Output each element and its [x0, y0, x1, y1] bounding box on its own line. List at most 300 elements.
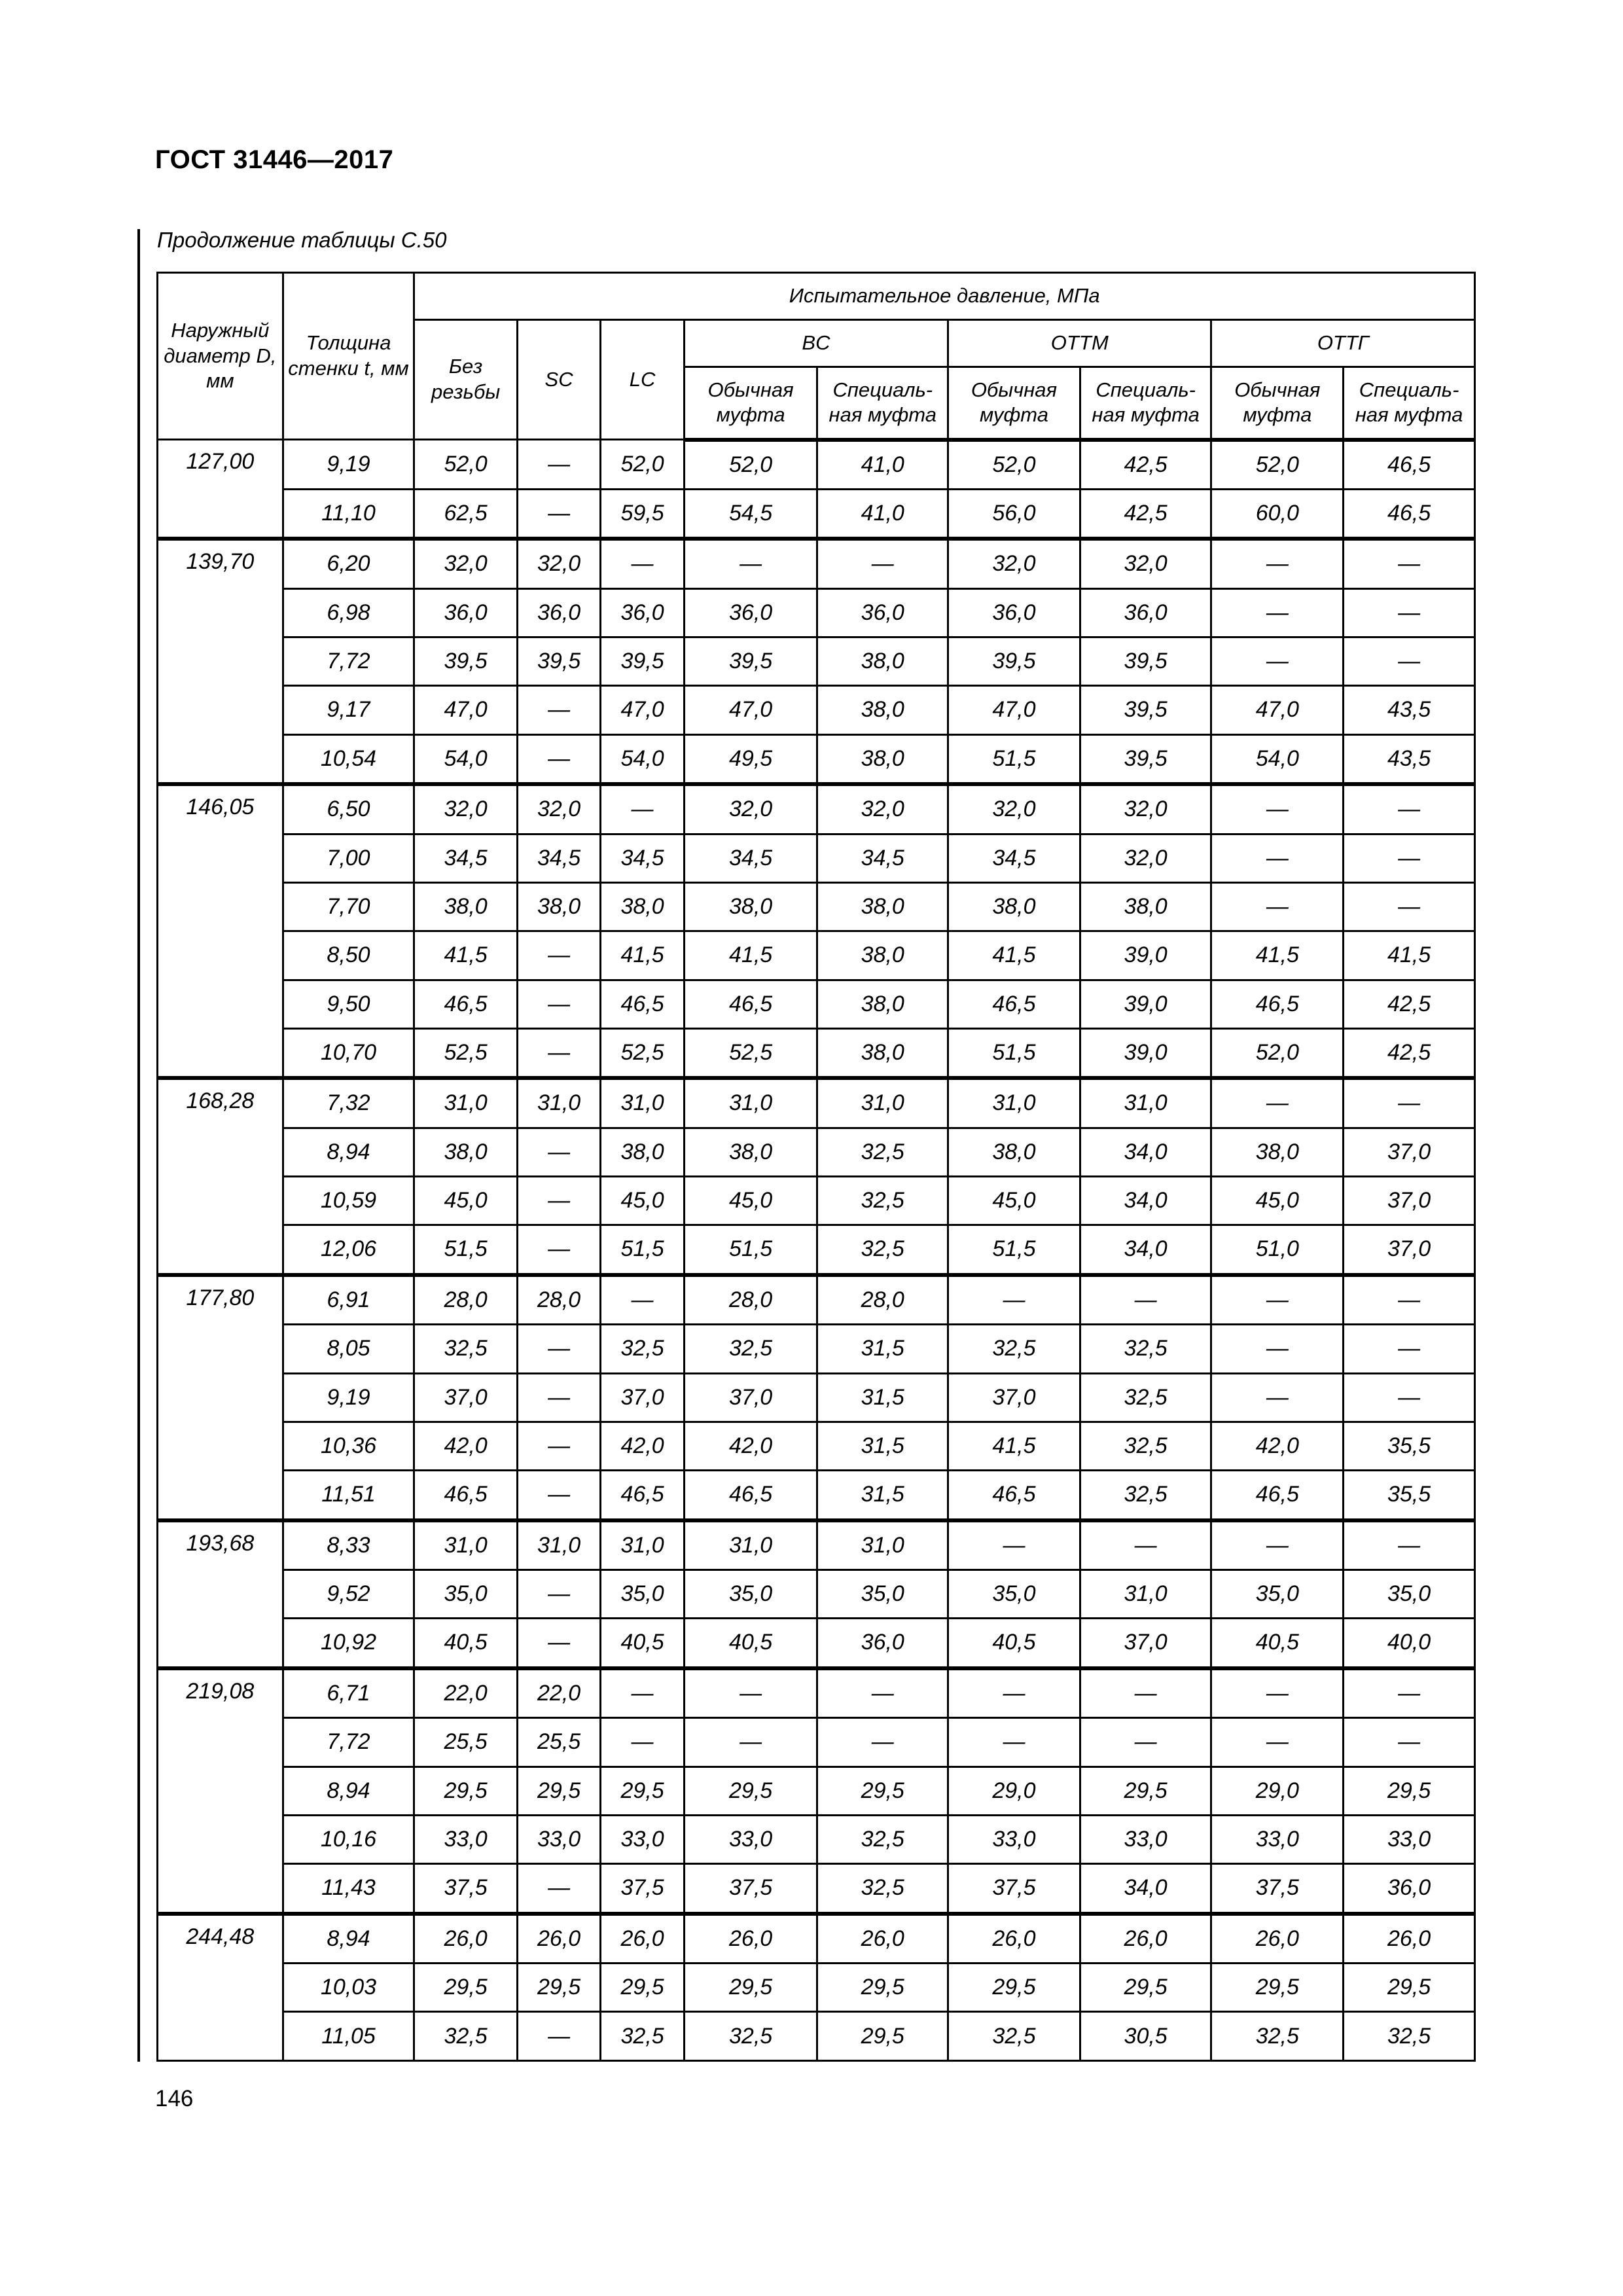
- pressure-cell: —: [684, 1718, 817, 1767]
- pressure-cell: 35,0: [1344, 1570, 1475, 1619]
- pressure-cell: 52,5: [601, 1028, 684, 1078]
- pressure-cell: 38,0: [817, 882, 948, 931]
- outer-diameter-cell: 219,08: [158, 1668, 283, 1914]
- outer-diameter-cell: 244,48: [158, 1914, 283, 2061]
- pressure-cell: 52,0: [601, 440, 684, 490]
- pressure-cell: 37,0: [1344, 1225, 1475, 1275]
- pressure-cell: —: [517, 1028, 600, 1078]
- wall-thickness-cell: 11,05: [283, 2012, 414, 2061]
- table-row: [158, 1078, 1475, 1128]
- wall-thickness-cell: 7,32: [283, 1078, 414, 1128]
- pressure-cell: 37,0: [1344, 1128, 1475, 1176]
- pressure-cell: —: [1211, 882, 1344, 931]
- pressure-cell: 31,5: [817, 1471, 948, 1520]
- pressure-cell: 29,5: [684, 1964, 817, 2012]
- pressure-cell: 52,0: [414, 440, 518, 490]
- wall-thickness-cell: 9,17: [283, 686, 414, 734]
- pressure-cell: 31,0: [414, 1520, 518, 1570]
- pressure-cell: 39,5: [1080, 734, 1211, 784]
- pressure-cell: 29,0: [1211, 1767, 1344, 1815]
- pressure-cell: —: [1344, 539, 1475, 588]
- pressure-cell: 34,5: [414, 834, 518, 882]
- pressure-cell: 34,0: [1080, 1177, 1211, 1225]
- pressure-cell: 51,5: [948, 1225, 1080, 1275]
- pressure-cell: 32,5: [817, 1177, 948, 1225]
- wall-thickness-cell: 10,70: [283, 1028, 414, 1078]
- pressure-cell: —: [517, 734, 600, 784]
- pressure-cell: —: [1211, 588, 1344, 637]
- wall-thickness-cell: 8,94: [283, 1914, 414, 1964]
- outer-diameter-cell: 146,05: [158, 784, 283, 1078]
- pressure-cell: 52,5: [414, 1028, 518, 1078]
- table-row: [158, 1668, 1475, 1718]
- table-row: [158, 1914, 1475, 1964]
- pressure-cell: 31,0: [601, 1078, 684, 1128]
- pressure-cell: —: [1211, 637, 1344, 686]
- pressure-cell: 32,0: [948, 539, 1080, 588]
- pressure-cell: 34,5: [684, 834, 817, 882]
- table-row: [158, 637, 1475, 686]
- table-row: [158, 1767, 1475, 1815]
- pressure-cell: 32,5: [414, 1325, 518, 1373]
- header-wall-thickness: Толщина стенки t, мм: [283, 273, 414, 440]
- wall-thickness-cell: 6,98: [283, 588, 414, 637]
- pressure-cell: —: [948, 1718, 1080, 1767]
- pressure-cell: —: [1211, 784, 1344, 834]
- pressure-cell: —: [517, 440, 600, 490]
- pressure-cell: 46,5: [948, 980, 1080, 1028]
- pressure-cell: 26,0: [414, 1914, 518, 1964]
- table-row: [158, 440, 1475, 490]
- header-ottm-regular: Обычная муфта: [948, 367, 1080, 440]
- pressure-cell: 54,0: [414, 734, 518, 784]
- pressure-cell: 31,0: [517, 1078, 600, 1128]
- pressure-cell: 42,0: [684, 1422, 817, 1470]
- pressure-cell: —: [1344, 637, 1475, 686]
- wall-thickness-cell: 7,70: [283, 882, 414, 931]
- pressure-cell: 42,0: [414, 1422, 518, 1470]
- table-row: [158, 1325, 1475, 1373]
- pressure-cell: 40,5: [948, 1619, 1080, 1668]
- header-outer-diameter: Наружный диаметр D, мм: [158, 273, 283, 440]
- table-row: [158, 1520, 1475, 1570]
- table-row: [158, 1028, 1475, 1078]
- table-row: [158, 1864, 1475, 1914]
- table-row: [158, 1177, 1475, 1225]
- wall-thickness-cell: 12,06: [283, 1225, 414, 1275]
- pressure-cell: —: [517, 1864, 600, 1914]
- pressure-cell: —: [517, 1128, 600, 1176]
- pressure-cell: 47,0: [1211, 686, 1344, 734]
- table-row: [158, 1815, 1475, 1863]
- revision-bar: [137, 229, 140, 2062]
- pressure-cell: 46,5: [414, 980, 518, 1028]
- pressure-cell: 34,0: [1080, 1225, 1211, 1275]
- table-row: [158, 686, 1475, 734]
- pressure-cell: 26,0: [601, 1914, 684, 1964]
- pressure-cell: 36,0: [1344, 1864, 1475, 1914]
- pressure-cell: 39,5: [517, 637, 600, 686]
- pressure-cell: 31,0: [817, 1078, 948, 1128]
- pressure-cell: 31,5: [817, 1373, 948, 1422]
- pressure-cell: —: [517, 931, 600, 980]
- pressure-cell: 31,0: [414, 1078, 518, 1128]
- pressure-cell: —: [1080, 1718, 1211, 1767]
- pressure-cell: 51,5: [948, 734, 1080, 784]
- pressure-cell: 40,5: [1211, 1619, 1344, 1668]
- table-row: [158, 1570, 1475, 1619]
- table-row: [158, 1718, 1475, 1767]
- pressure-cell: 28,0: [684, 1275, 817, 1325]
- pressure-cell: —: [1344, 1373, 1475, 1422]
- pressure-cell: 32,5: [684, 2012, 817, 2061]
- pressure-cell: —: [517, 1225, 600, 1275]
- pressure-cell: 32,5: [817, 1815, 948, 1863]
- pressure-cell: 45,0: [601, 1177, 684, 1225]
- pressure-cell: 54,0: [601, 734, 684, 784]
- wall-thickness-cell: 6,71: [283, 1668, 414, 1718]
- pressure-cell: 45,0: [414, 1177, 518, 1225]
- pressure-cell: 28,0: [817, 1275, 948, 1325]
- pressure-cell: —: [1344, 1078, 1475, 1128]
- pressure-cell: 33,0: [1344, 1815, 1475, 1863]
- pressure-cell: 43,5: [1344, 734, 1475, 784]
- pressure-cell: —: [1211, 1275, 1344, 1325]
- pressure-cell: 32,0: [1080, 784, 1211, 834]
- pressure-cell: 26,0: [817, 1914, 948, 1964]
- pressure-cell: 33,0: [601, 1815, 684, 1863]
- pressure-cell: 46,5: [948, 1471, 1080, 1520]
- pressure-cell: 32,5: [1080, 1422, 1211, 1470]
- pressure-cell: 38,0: [948, 1128, 1080, 1176]
- pressure-cell: 37,0: [1080, 1619, 1211, 1668]
- pressure-cell: 28,0: [414, 1275, 518, 1325]
- pressure-cell: 38,0: [817, 686, 948, 734]
- pressure-cell: 46,5: [1344, 440, 1475, 490]
- table-row: [158, 931, 1475, 980]
- pressure-cell: 37,5: [414, 1864, 518, 1914]
- pressure-cell: —: [1344, 1520, 1475, 1570]
- pressure-cell: 30,5: [1080, 2012, 1211, 2061]
- pressure-cell: 54,0: [1211, 734, 1344, 784]
- pressure-cell: 33,0: [948, 1815, 1080, 1863]
- pressure-cell: 36,0: [517, 588, 600, 637]
- header-bc-special: Специаль-ная муфта: [817, 367, 948, 440]
- pressure-cell: 46,5: [684, 1471, 817, 1520]
- pressure-cell: 26,0: [684, 1914, 817, 1964]
- pressure-cell: —: [517, 2012, 600, 2061]
- pressure-cell: 45,0: [684, 1177, 817, 1225]
- pressure-cell: 29,5: [601, 1767, 684, 1815]
- pressure-cell: 37,0: [414, 1373, 518, 1422]
- pressure-cell: 37,5: [684, 1864, 817, 1914]
- pressure-cell: 62,5: [414, 489, 518, 539]
- table-caption: Продолжение таблицы С.50: [157, 228, 447, 252]
- pressure-cell: 36,0: [684, 588, 817, 637]
- pressure-cell: —: [601, 539, 684, 588]
- pressure-cell: 32,5: [948, 2012, 1080, 2061]
- pressure-cell: 29,5: [517, 1767, 600, 1815]
- pressure-cell: 25,5: [414, 1718, 518, 1767]
- header-no-thread: Без резьбы: [414, 320, 518, 440]
- wall-thickness-cell: 9,19: [283, 1373, 414, 1422]
- pressure-cell: 42,5: [1344, 980, 1475, 1028]
- wall-thickness-cell: 9,52: [283, 1570, 414, 1619]
- wall-thickness-cell: 11,43: [283, 1864, 414, 1914]
- pressure-cell: 45,0: [948, 1177, 1080, 1225]
- pressure-cell: 32,0: [1080, 834, 1211, 882]
- pressure-cell: 47,0: [601, 686, 684, 734]
- pressure-cell: 41,0: [817, 489, 948, 539]
- pressure-cell: 36,0: [601, 588, 684, 637]
- pressure-cell: —: [817, 1718, 948, 1767]
- pressure-cell: —: [1344, 1718, 1475, 1767]
- pressure-cell: —: [601, 1275, 684, 1325]
- pressure-cell: 37,0: [601, 1373, 684, 1422]
- pressure-cell: 52,0: [948, 440, 1080, 490]
- pressure-cell: 36,0: [414, 588, 518, 637]
- wall-thickness-cell: 11,51: [283, 1471, 414, 1520]
- pressure-cell: 39,5: [601, 637, 684, 686]
- pressure-cell: 29,5: [1344, 1767, 1475, 1815]
- pressure-cell: 31,5: [817, 1422, 948, 1470]
- pressure-cell: —: [517, 1422, 600, 1470]
- pressure-cell: —: [517, 1619, 600, 1668]
- table-row: [158, 980, 1475, 1028]
- pressure-cell: 31,0: [601, 1520, 684, 1570]
- pressure-cell: —: [1211, 539, 1344, 588]
- pressure-cell: 32,0: [684, 784, 817, 834]
- pressure-cell: 46,5: [684, 980, 817, 1028]
- pressure-cell: 38,0: [517, 882, 600, 931]
- pressure-cell: 47,0: [414, 686, 518, 734]
- pressure-cell: 29,5: [1080, 1767, 1211, 1815]
- pressure-cell: 36,0: [817, 588, 948, 637]
- pressure-cell: —: [601, 1668, 684, 1718]
- pressure-cell: 54,5: [684, 489, 817, 539]
- pressure-cell: 43,5: [1344, 686, 1475, 734]
- pressure-cell: 26,0: [1211, 1914, 1344, 1964]
- header-lc: LC: [601, 320, 684, 440]
- header-ottg: ОТТГ: [1211, 320, 1475, 367]
- pressure-cell: 28,0: [517, 1275, 600, 1325]
- pressure-cell: 22,0: [517, 1668, 600, 1718]
- pressure-cell: 46,5: [1211, 980, 1344, 1028]
- table-row: [158, 1422, 1475, 1470]
- pressure-cell: 37,5: [601, 1864, 684, 1914]
- table-row: [158, 489, 1475, 539]
- header-bc: BC: [684, 320, 948, 367]
- pressure-cell: 25,5: [517, 1718, 600, 1767]
- pressure-cell: 32,5: [817, 1225, 948, 1275]
- pressure-cell: 29,5: [1080, 1964, 1211, 2012]
- pressure-cell: 33,0: [1211, 1815, 1344, 1863]
- pressure-cell: 41,5: [684, 931, 817, 980]
- pressure-cell: 33,0: [1080, 1815, 1211, 1863]
- table-body: [158, 440, 1475, 2061]
- pressure-cell: 51,5: [948, 1028, 1080, 1078]
- pressure-cell: —: [517, 489, 600, 539]
- pressure-cell: —: [1211, 834, 1344, 882]
- pressure-cell: 38,0: [601, 1128, 684, 1176]
- pressure-cell: 47,0: [684, 686, 817, 734]
- pressure-cell: 26,0: [1080, 1914, 1211, 1964]
- table-row: [158, 588, 1475, 637]
- pressure-cell: 32,5: [1344, 2012, 1475, 2061]
- pressure-cell: 39,5: [1080, 686, 1211, 734]
- pressure-cell: 38,0: [817, 734, 948, 784]
- wall-thickness-cell: 8,94: [283, 1767, 414, 1815]
- pressure-cell: 47,0: [948, 686, 1080, 734]
- pressure-cell: 32,0: [414, 784, 518, 834]
- pressure-cell: 29,5: [948, 1964, 1080, 2012]
- pressure-cell: 32,5: [817, 1128, 948, 1176]
- pressure-cell: 45,0: [1211, 1177, 1344, 1225]
- table-row: [158, 2012, 1475, 2061]
- pressure-cell: 29,5: [817, 1964, 948, 2012]
- pressure-cell: 32,0: [517, 539, 600, 588]
- pressure-cell: 42,5: [1080, 489, 1211, 539]
- wall-thickness-cell: 6,50: [283, 784, 414, 834]
- header-test-pressure: Испытательное давление, МПа: [414, 273, 1475, 320]
- wall-thickness-cell: 10,59: [283, 1177, 414, 1225]
- pressure-cell: —: [1211, 1520, 1344, 1570]
- pressure-cell: 36,0: [817, 1619, 948, 1668]
- pressure-cell: 34,0: [1080, 1128, 1211, 1176]
- pressure-cell: 38,0: [817, 980, 948, 1028]
- pressure-cell: —: [601, 1718, 684, 1767]
- pressure-cell: —: [1211, 1718, 1344, 1767]
- wall-thickness-cell: 8,94: [283, 1128, 414, 1176]
- wall-thickness-cell: 10,54: [283, 734, 414, 784]
- pressure-cell: 52,0: [1211, 1028, 1344, 1078]
- pressure-cell: 29,0: [948, 1767, 1080, 1815]
- table-row: [158, 882, 1475, 931]
- pressure-cell: 32,5: [601, 1325, 684, 1373]
- wall-thickness-cell: 7,72: [283, 1718, 414, 1767]
- table-row: [158, 834, 1475, 882]
- wall-thickness-cell: 10,36: [283, 1422, 414, 1470]
- pressure-cell: 46,5: [1344, 489, 1475, 539]
- pressure-cell: 32,5: [817, 1864, 948, 1914]
- pressure-cell: 32,5: [1080, 1373, 1211, 1422]
- pressure-cell: 39,0: [1080, 931, 1211, 980]
- pressure-cell: —: [1344, 588, 1475, 637]
- table-row: [158, 734, 1475, 784]
- pressure-cell: 36,0: [1080, 588, 1211, 637]
- pressure-cell: 29,5: [684, 1767, 817, 1815]
- pressure-cell: 42,0: [1211, 1422, 1344, 1470]
- pressure-cell: 32,0: [948, 784, 1080, 834]
- pressure-cell: 42,5: [1344, 1028, 1475, 1078]
- pressure-cell: 39,0: [1080, 980, 1211, 1028]
- wall-thickness-cell: 9,19: [283, 440, 414, 490]
- pressure-cell: 34,0: [1080, 1864, 1211, 1914]
- pressure-cell: 36,0: [948, 588, 1080, 637]
- pressure-cell: 35,0: [601, 1570, 684, 1619]
- pressure-cell: —: [948, 1668, 1080, 1718]
- table-row: [158, 1964, 1475, 2012]
- pressure-cell: 32,0: [517, 784, 600, 834]
- pressure-cell: —: [948, 1275, 1080, 1325]
- pressure-cell: 37,0: [1344, 1177, 1475, 1225]
- pressure-cell: 35,0: [684, 1570, 817, 1619]
- pressure-cell: 41,5: [1344, 931, 1475, 980]
- pressure-cell: —: [517, 1177, 600, 1225]
- wall-thickness-cell: 8,05: [283, 1325, 414, 1373]
- table-row: [158, 539, 1475, 588]
- pressure-cell: 40,0: [1344, 1619, 1475, 1668]
- pressure-cell: 32,0: [817, 784, 948, 834]
- pressure-cell: 32,5: [1211, 2012, 1344, 2061]
- pressure-cell: 41,5: [601, 931, 684, 980]
- pressure-cell: 32,5: [414, 2012, 518, 2061]
- pressure-cell: 38,0: [601, 882, 684, 931]
- pressure-cell: 39,5: [684, 637, 817, 686]
- pressure-cell: —: [684, 1668, 817, 1718]
- pressure-cell: 35,5: [1344, 1422, 1475, 1470]
- outer-diameter-cell: 127,00: [158, 440, 283, 539]
- pressure-cell: 29,5: [817, 2012, 948, 2061]
- table-row: [158, 1619, 1475, 1668]
- pressure-cell: 31,0: [948, 1078, 1080, 1128]
- pressure-cell: 35,0: [414, 1570, 518, 1619]
- pressure-cell: 56,0: [948, 489, 1080, 539]
- pressure-cell: 41,5: [1211, 931, 1344, 980]
- pressure-cell: —: [817, 539, 948, 588]
- pressure-cell: —: [1344, 1325, 1475, 1373]
- table-row: [158, 1225, 1475, 1275]
- pressure-cell: 35,5: [1344, 1471, 1475, 1520]
- header-ottm: ОТТМ: [948, 320, 1211, 367]
- pressure-cell: 46,5: [601, 1471, 684, 1520]
- header-ottg-regular: Обычная муфта: [1211, 367, 1344, 440]
- pressure-cell: 31,0: [684, 1078, 817, 1128]
- pressure-table: [156, 272, 1476, 2062]
- pressure-cell: 29,5: [414, 1964, 518, 2012]
- pressure-cell: 38,0: [1211, 1128, 1344, 1176]
- wall-thickness-cell: 8,50: [283, 931, 414, 980]
- pressure-cell: 51,5: [684, 1225, 817, 1275]
- pressure-cell: 38,0: [414, 882, 518, 931]
- pressure-cell: 38,0: [1080, 882, 1211, 931]
- pressure-cell: —: [1344, 784, 1475, 834]
- pressure-cell: 31,0: [684, 1520, 817, 1570]
- pressure-cell: 41,5: [948, 931, 1080, 980]
- pressure-cell: 49,5: [684, 734, 817, 784]
- pressure-cell: —: [1344, 1668, 1475, 1718]
- pressure-cell: 41,0: [817, 440, 948, 490]
- pressure-cell: 38,0: [817, 637, 948, 686]
- pressure-cell: —: [684, 539, 817, 588]
- pressure-cell: 38,0: [817, 1028, 948, 1078]
- pressure-cell: —: [1344, 882, 1475, 931]
- pressure-cell: 34,5: [601, 834, 684, 882]
- wall-thickness-cell: 10,16: [283, 1815, 414, 1863]
- pressure-cell: 37,5: [948, 1864, 1080, 1914]
- document-header: ГОСТ 31446—2017: [155, 145, 394, 174]
- wall-thickness-cell: 6,20: [283, 539, 414, 588]
- wall-thickness-cell: 10,92: [283, 1619, 414, 1668]
- pressure-cell: 46,5: [601, 980, 684, 1028]
- pressure-cell: —: [517, 980, 600, 1028]
- pressure-cell: 40,5: [601, 1619, 684, 1668]
- pressure-cell: —: [517, 1325, 600, 1373]
- pressure-cell: 42,5: [1080, 440, 1211, 490]
- header-ottg-special: Специаль-ная муфта: [1344, 367, 1475, 440]
- pressure-cell: 29,5: [1211, 1964, 1344, 2012]
- pressure-cell: 40,5: [684, 1619, 817, 1668]
